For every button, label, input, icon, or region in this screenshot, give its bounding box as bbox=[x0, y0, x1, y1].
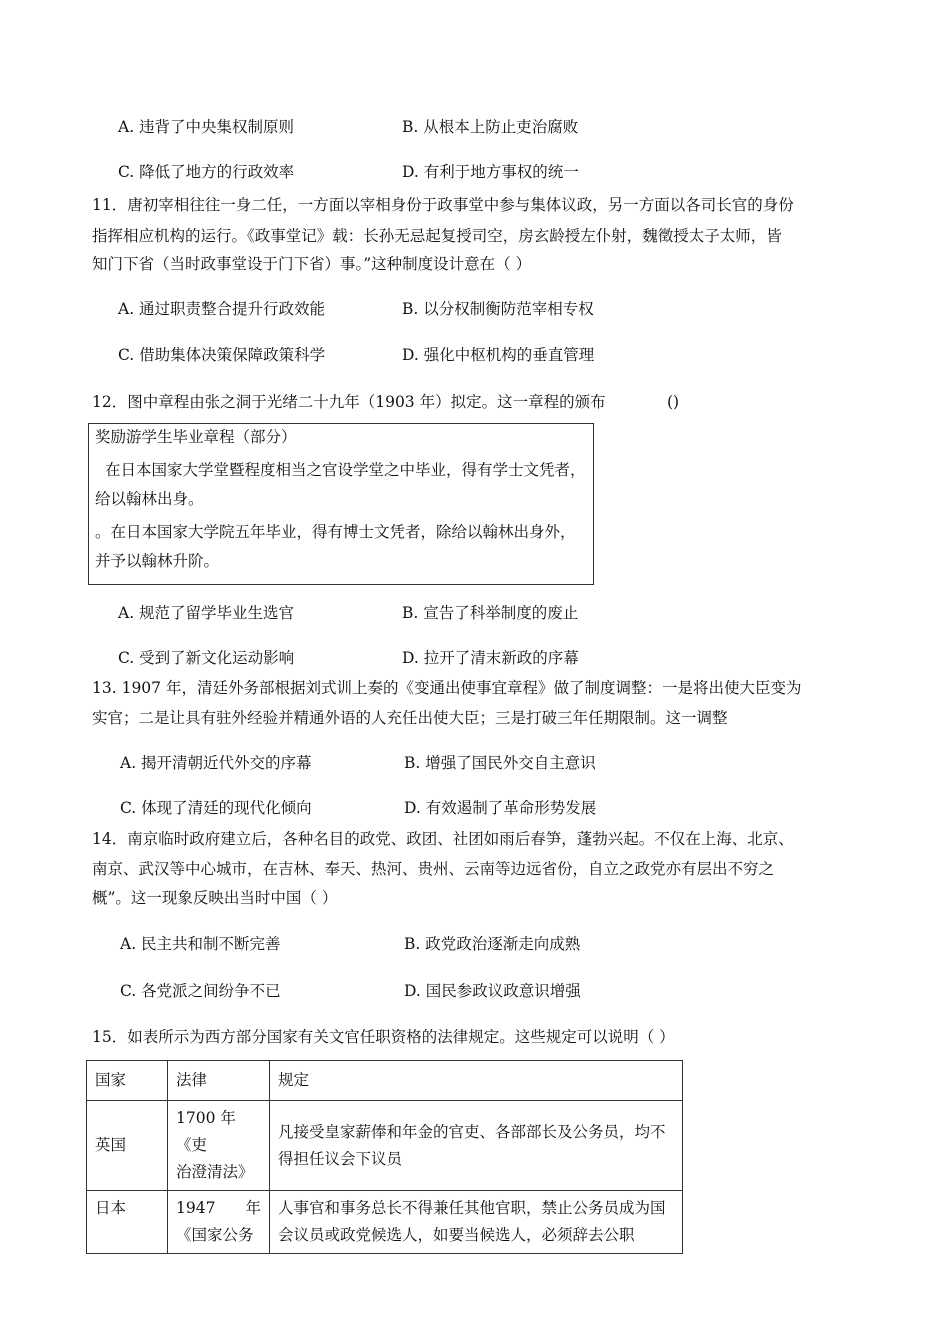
q13-options-row-1 bbox=[120, 751, 880, 775]
law-japan-year-unit: 年 bbox=[245, 1199, 261, 1217]
q13-stem-line-2: 实官；二是让具有驻外经验并精通外语的人充任出使大臣；三是打破三年任期限制。这一调整 bbox=[92, 709, 728, 727]
q10-option-a[interactable]: A. 违背了中央集权制原则 bbox=[118, 118, 295, 136]
table-header-row bbox=[87, 1061, 683, 1101]
q10-option-c[interactable]: C. 降低了地方的行政效率 bbox=[118, 163, 295, 181]
q10-option-b[interactable]: B. 从根本上防止吏治腐败 bbox=[402, 118, 579, 136]
q13-option-c[interactable]: C. 体现了清廷的现代化倾向 bbox=[120, 799, 312, 817]
q11-stem-line-1: 11．唐初宰相往往一身二任，一方面以宰相身份于政事堂中参与集体议政，另一方面以各司长官的身份 bbox=[92, 196, 794, 214]
q10-options-row-2 bbox=[118, 160, 878, 184]
q11-option-c[interactable]: C. 借助集体决策保障政策科学 bbox=[118, 346, 326, 364]
q12-option-d[interactable]: D. 拉开了清末新政的序幕 bbox=[402, 649, 579, 667]
q14-option-c[interactable]: C. 各党派之间纷争不已 bbox=[120, 982, 281, 1000]
cell-country-uk: 英国 bbox=[87, 1101, 168, 1191]
q10-options-row-1 bbox=[118, 115, 878, 139]
q11-option-a[interactable]: A. 通过职责整合提升行政效能 bbox=[118, 300, 326, 318]
q11-stem-line-2: 指挥相应机构的运行。《政事堂记》载：长孙无忌起复授司空，房玄龄授左仆射，魏徵授太子太师，皆 bbox=[92, 227, 782, 245]
q12-options-row-1 bbox=[118, 601, 878, 625]
q15-stem: 15．如表所示为西方部分国家有关文官任职资格的法律规定。这些规定可以说明（ ） bbox=[92, 1028, 675, 1046]
law-japan-year: 1947 bbox=[176, 1199, 216, 1217]
law-uk-line-2: 治澄清法》 bbox=[176, 1163, 254, 1181]
q11-options-row-1 bbox=[118, 297, 878, 321]
q14-option-b[interactable]: B. 政党政治逐渐走向成熟 bbox=[404, 935, 581, 953]
q12-option-b[interactable]: B. 宣告了科举制度的废止 bbox=[402, 604, 579, 622]
q11-options-row-2 bbox=[118, 343, 878, 367]
q14-stem-line-3: 概”。这一现象反映出当时中国（ ） bbox=[92, 889, 338, 907]
q14-stem-line-2: 南京、武汉等中心城市，在吉林、奉天、热河、贵州、云南等边远省份，自立之政党亦有层出不穷之 bbox=[92, 860, 775, 878]
cell-law-uk bbox=[168, 1101, 270, 1191]
q14-options-row-2 bbox=[120, 979, 880, 1003]
cell-country-japan: 日本 bbox=[87, 1191, 168, 1254]
cell-rule-uk: 凡接受皇家薪俸和年金的官吏、各部部长及公务员，均不得担任议会下议员 bbox=[270, 1101, 683, 1191]
table-row bbox=[87, 1101, 683, 1191]
q14-option-a[interactable]: A. 民主共和制不断完善 bbox=[120, 935, 281, 953]
q12-box-paragraph-2: 。在日本国家大学院五年毕业，得有博士文凭者，除给以翰林出身外，并予以翰林升阶。 bbox=[95, 523, 576, 570]
law-uk-line-1: 1700 年《吏 bbox=[176, 1109, 236, 1154]
q12-box-title: 奖励游学生毕业章程（部分） bbox=[95, 428, 297, 446]
q10-option-d[interactable]: D. 有利于地方事权的统一 bbox=[402, 163, 579, 181]
q13-stem-line-1: 13. 1907 年，清廷外务部根据刘式训上奏的《变通出使事宜章程》做了制度调整：一是将出使大臣变为 bbox=[92, 679, 802, 697]
law-japan-line-1 bbox=[176, 1195, 261, 1222]
q15-table bbox=[86, 1060, 683, 1254]
table-row bbox=[87, 1191, 683, 1254]
q14-options-row-1 bbox=[120, 932, 880, 956]
q13-option-b[interactable]: B. 增强了国民外交自主意识 bbox=[404, 754, 596, 772]
q11-option-b[interactable]: B. 以分权制衡防范宰相专权 bbox=[402, 300, 594, 318]
q11-option-d[interactable]: D. 强化中枢机构的垂直管理 bbox=[402, 346, 595, 364]
cell-law-japan bbox=[168, 1191, 270, 1254]
q12-box-paragraph-1: 在日本国家大学堂暨程度相当之官设学堂之中毕业，得有学士文凭者，给以翰林出身。 bbox=[95, 461, 586, 508]
q11-stem-line-3: 知门下省（当时政事堂设于门下省）事。”这种制度设计意在（ ） bbox=[92, 255, 532, 273]
q13-option-d[interactable]: D. 有效遏制了革命形势发展 bbox=[404, 799, 597, 817]
header-rule: 规定 bbox=[270, 1061, 683, 1101]
header-country: 国家 bbox=[87, 1061, 168, 1101]
q13-option-a[interactable]: A. 揭开清朝近代外交的序幕 bbox=[120, 754, 312, 772]
law-japan-line-2: 《国家公务 bbox=[176, 1226, 254, 1244]
q12-option-a[interactable]: A. 规范了留学毕业生选官 bbox=[118, 604, 295, 622]
q12-answer-paren: () bbox=[667, 393, 680, 411]
q14-option-d[interactable]: D. 国民参政议政意识增强 bbox=[404, 982, 581, 1000]
q12-options-row-2 bbox=[118, 646, 878, 670]
header-law: 法律 bbox=[168, 1061, 270, 1101]
q12-stem-text: 12．图中章程由张之洞于光绪二十九年（1903 年）拟定。这一章程的颁布 bbox=[92, 393, 606, 411]
q12-option-c[interactable]: C. 受到了新文化运动影响 bbox=[118, 649, 295, 667]
q12-charter-box bbox=[88, 423, 594, 585]
cell-rule-japan: 人事官和事务总长不得兼任其他官职，禁止公务员成为国会议员或政党候选人，如要当候选人，必须辞去公职 bbox=[270, 1191, 683, 1254]
q13-options-row-2 bbox=[120, 796, 880, 820]
q12-stem bbox=[92, 391, 862, 413]
q14-stem-line-1: 14．南京临时政府建立后，各种名目的政党、政团、社团如雨后春笋，蓬勃兴起。不仅在上海、北京、 bbox=[92, 830, 794, 848]
